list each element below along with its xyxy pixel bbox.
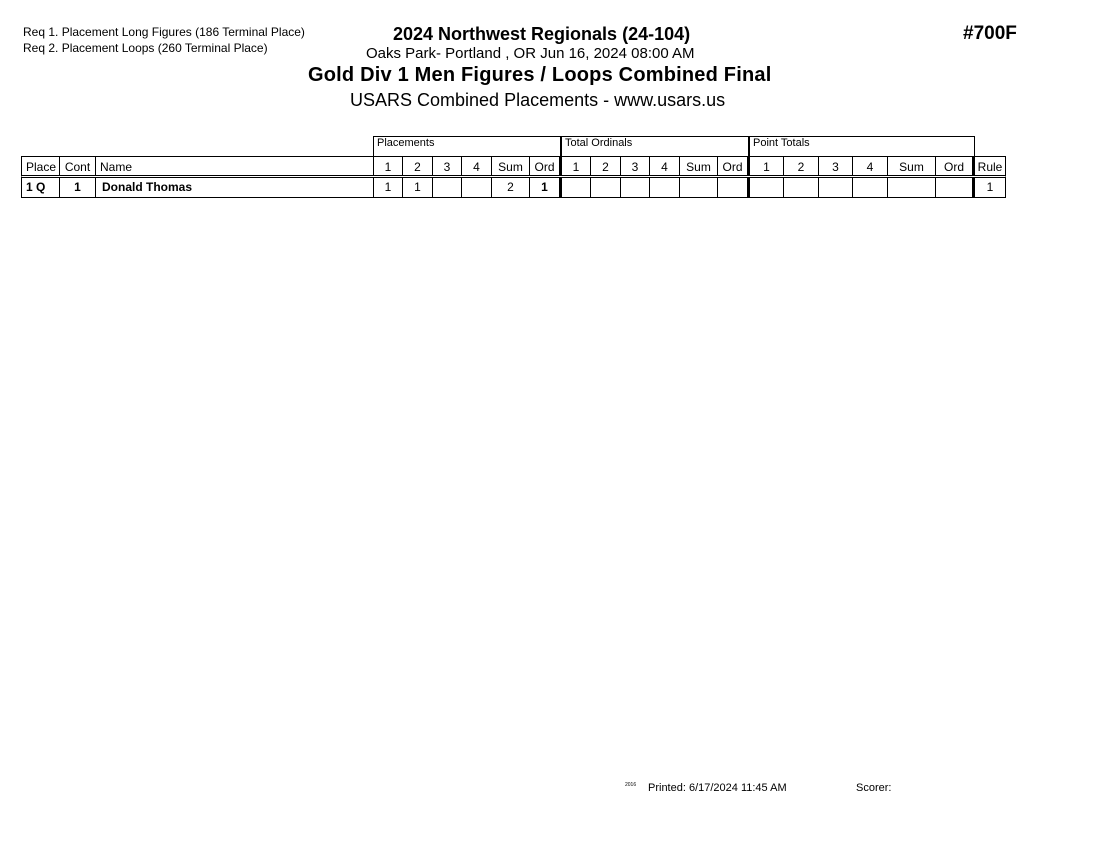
event-subtitle: USARS Combined Placements - www.usars.us: [350, 90, 726, 110]
col-pt-3: 3: [819, 157, 853, 175]
cell-pt-3: [819, 178, 853, 197]
group-point-totals: Point Totals: [749, 136, 975, 157]
footer-code: 2016: [625, 782, 637, 788]
col-pt-1: 1: [750, 157, 784, 175]
requirement-1: Req 1. Placement Long Figures (186 Terminal Place): [23, 25, 305, 39]
cell-to-sum: [680, 178, 718, 197]
cell-pl-2: 1: [403, 178, 433, 197]
group-placements: Placements: [373, 136, 561, 157]
cell-to-ord: [718, 178, 750, 197]
col-pt-sum: Sum: [888, 157, 936, 175]
cell-pt-1: [750, 178, 784, 197]
table-header-row: [21, 156, 1006, 178]
col-place: Place: [22, 157, 60, 175]
cell-pl-1: 1: [374, 178, 403, 197]
col-to-3: 3: [621, 157, 650, 175]
cell-pl-3: [433, 178, 462, 197]
cell-to-2: [591, 178, 621, 197]
col-to-sum: Sum: [680, 157, 718, 175]
requirement-2: Req 2. Placement Loops (260 Terminal Place): [23, 41, 268, 55]
col-name: Name: [96, 157, 374, 175]
col-pt-4: 4: [853, 157, 888, 175]
col-pl-1: 1: [374, 157, 403, 175]
cell-pt-sum: [888, 178, 936, 197]
col-to-4: 4: [650, 157, 680, 175]
cell-to-3: [621, 178, 650, 197]
col-pl-4: 4: [462, 157, 492, 175]
col-to-ord: Ord: [718, 157, 750, 175]
cell-pl-ord: 1: [530, 178, 562, 197]
cell-name: Donald Thomas: [96, 178, 374, 197]
col-pl-ord: Ord: [530, 157, 562, 175]
col-to-2: 2: [591, 157, 621, 175]
scorer-label: Scorer:: [856, 782, 892, 794]
col-pt-2: 2: [784, 157, 819, 175]
table-row: [21, 178, 1006, 198]
col-cont: Cont: [60, 157, 96, 175]
col-pl-2: 2: [403, 157, 433, 175]
competition-title: 2024 Northwest Regionals (24-104): [393, 24, 691, 44]
cell-cont: 1: [60, 178, 96, 197]
venue-date: Oaks Park- Portland , OR Jun 16, 2024 08:00 AM: [366, 45, 695, 62]
cell-place: 1 Q: [22, 178, 60, 197]
event-number: #700F: [963, 23, 1017, 44]
cell-pt-4: [853, 178, 888, 197]
cell-rule: 1: [986, 180, 994, 194]
col-pt-ord: Ord: [936, 157, 975, 175]
cell-to-4: [650, 178, 680, 197]
col-rule: Rule: [977, 160, 1003, 174]
cell-pt-ord: [936, 178, 975, 197]
cell-pl-sum: 2: [492, 178, 530, 197]
cell-pt-2: [784, 178, 819, 197]
cell-to-1: [562, 178, 591, 197]
event-title: Gold Div 1 Men Figures / Loops Combined Final: [308, 64, 772, 86]
col-pl-3: 3: [433, 157, 462, 175]
group-total-ordinals: Total Ordinals: [561, 136, 749, 157]
printed-timestamp: Printed: 6/17/2024 11:45 AM: [648, 782, 787, 794]
col-pl-sum: Sum: [492, 157, 530, 175]
col-to-1: 1: [562, 157, 591, 175]
cell-pl-4: [462, 178, 492, 197]
